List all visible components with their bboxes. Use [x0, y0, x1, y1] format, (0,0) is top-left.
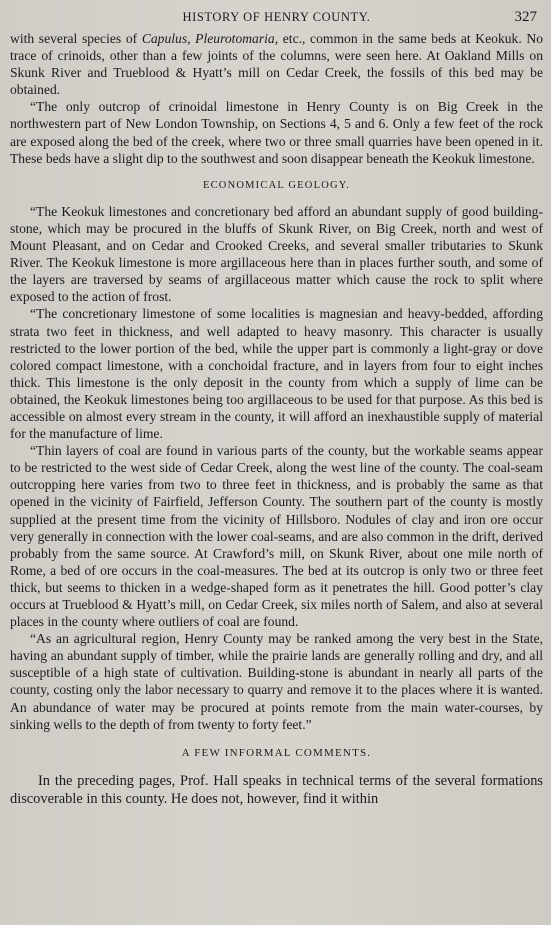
- paragraph-building-stone: “The Keokuk limestones and concretionary bed afford an abundant supply of good building-stone, which may be procured in the bluffs of Skunk River, on Big Creek, north and west of Mount Pleasant, and on Cedar and Crooked Creeks, and several smaller tributaries to Skunk River. The Keokuk limestone is more argillaceous here than in places further south, and some of the layers are traversed by seams of argillaceous matter which cause the rock to split where exposed to the action of frost.: [10, 203, 543, 305]
- section-heading-informal-comments: A FEW INFORMAL COMMENTS.: [181, 746, 372, 759]
- page-number: 327: [514, 9, 537, 25]
- paragraph-fossils: [10, 30, 543, 98]
- paragraph-fossils-lead: with several species of: [10, 31, 142, 46]
- running-title: HISTORY OF HENRY COUNTY.: [182, 10, 371, 24]
- final-paragraph-block: [10, 772, 543, 808]
- page-body: [10, 30, 543, 808]
- paragraph-fossils-genera: Capulus, Pleurotomaria,: [141, 31, 279, 46]
- paragraph-preceding-pages: In the preceding pages, Prof. Hall speaks in technical terms of the several formations discoverable in this county. He does not, however, find it within: [10, 772, 543, 807]
- running-head: [10, 4, 543, 30]
- paragraph-concretionary-limestone: “The concretionary limestone of some localities is magnesian and heavy-bedded, affording strata two feet in thickness, and well adapted to heavy masonry. This character is usually restricted to the lower portion of the bed, while the upper part is commonly a light-gray or dove colored compact limestone, with a conchoidal fracture, and in layers from four to eight inches thick. This limestone is the only deposit in the county from which a supply of lime can be obtained, the Keokuk limestones being too argillaceous to be used for that purpose. As this bed is accessible on almost every stream in the county, it will afford an inexhaustible supply of material for the manufacture of lime.: [10, 306, 543, 442]
- section-heading-economical-geology: ECONOMICAL GEOLOGY.: [202, 179, 351, 191]
- paragraph-fossils-tail: etc., common in the same beds at Keokuk. No trace of crinoids, other than a few joints of the columns, were seen here. At Oakland Mills on Skunk River and Trueblood & Hyatt’s mill on Cedar Creek, the fossils of this bed may be obtained.: [10, 31, 543, 98]
- paragraph-crinoidal-limestone: “The only outcrop of crinoidal limestone in Henry County is on Big Creek in the northwestern part of New London Township, on Sections 4, 5 and 6. Only a few feet of the rock are exposed along the bed of the creek, where two or three small quarries have been opened in it. These beds have a slight dip to the southwest and soon disappear beneath the Keokuk limestone.: [10, 99, 543, 166]
- paragraph-agriculture: “As an agricultural region, Henry County may be ranked among the very best in the State, having an abundant supply of timber, while the prairie lands are generally rolling and dry, and all susceptible of a high state of cultivation. Building-stone is abundant in nearly all parts of the county, costing only the labor necessary to quarry and remove it to the places where it is wanted. An abundance of water may be procured at points remote from the main water-courses, by sinking wells to the depth of from twenty to forty feet.”: [10, 631, 543, 732]
- paragraph-coal: “Thin layers of coal are found in various parts of the county, but the workable seams appear to be restricted to the west side of Cedar Creek, along the west line of the county. The coal-seam outcropping here varies from two to three feet in thickness, and is probably the same as that opened in the vicinity of Fairfield, Jefferson County. The southern part of the county is mostly supplied at the present time from the vicinity of Hillsboro. Nodules of clay and iron ore occur very generally in connection with the lower coal-seams, and are also common in the drift, derived probably from the same source. At Crawford’s mill, on Skunk River, about one mile north of Rome, a bed of ore occurs in the coal-measures. The bed at its outcrop is only two or three feet thick, but seems to thicken in a wedge-shaped form as it penetrates the hill. Good potter’s clay occurs at Trueblood & Hyatt’s mill, on Cedar Creek, six miles north of Salem, and also at several places in the county where outliers of coal are found.: [10, 443, 543, 630]
